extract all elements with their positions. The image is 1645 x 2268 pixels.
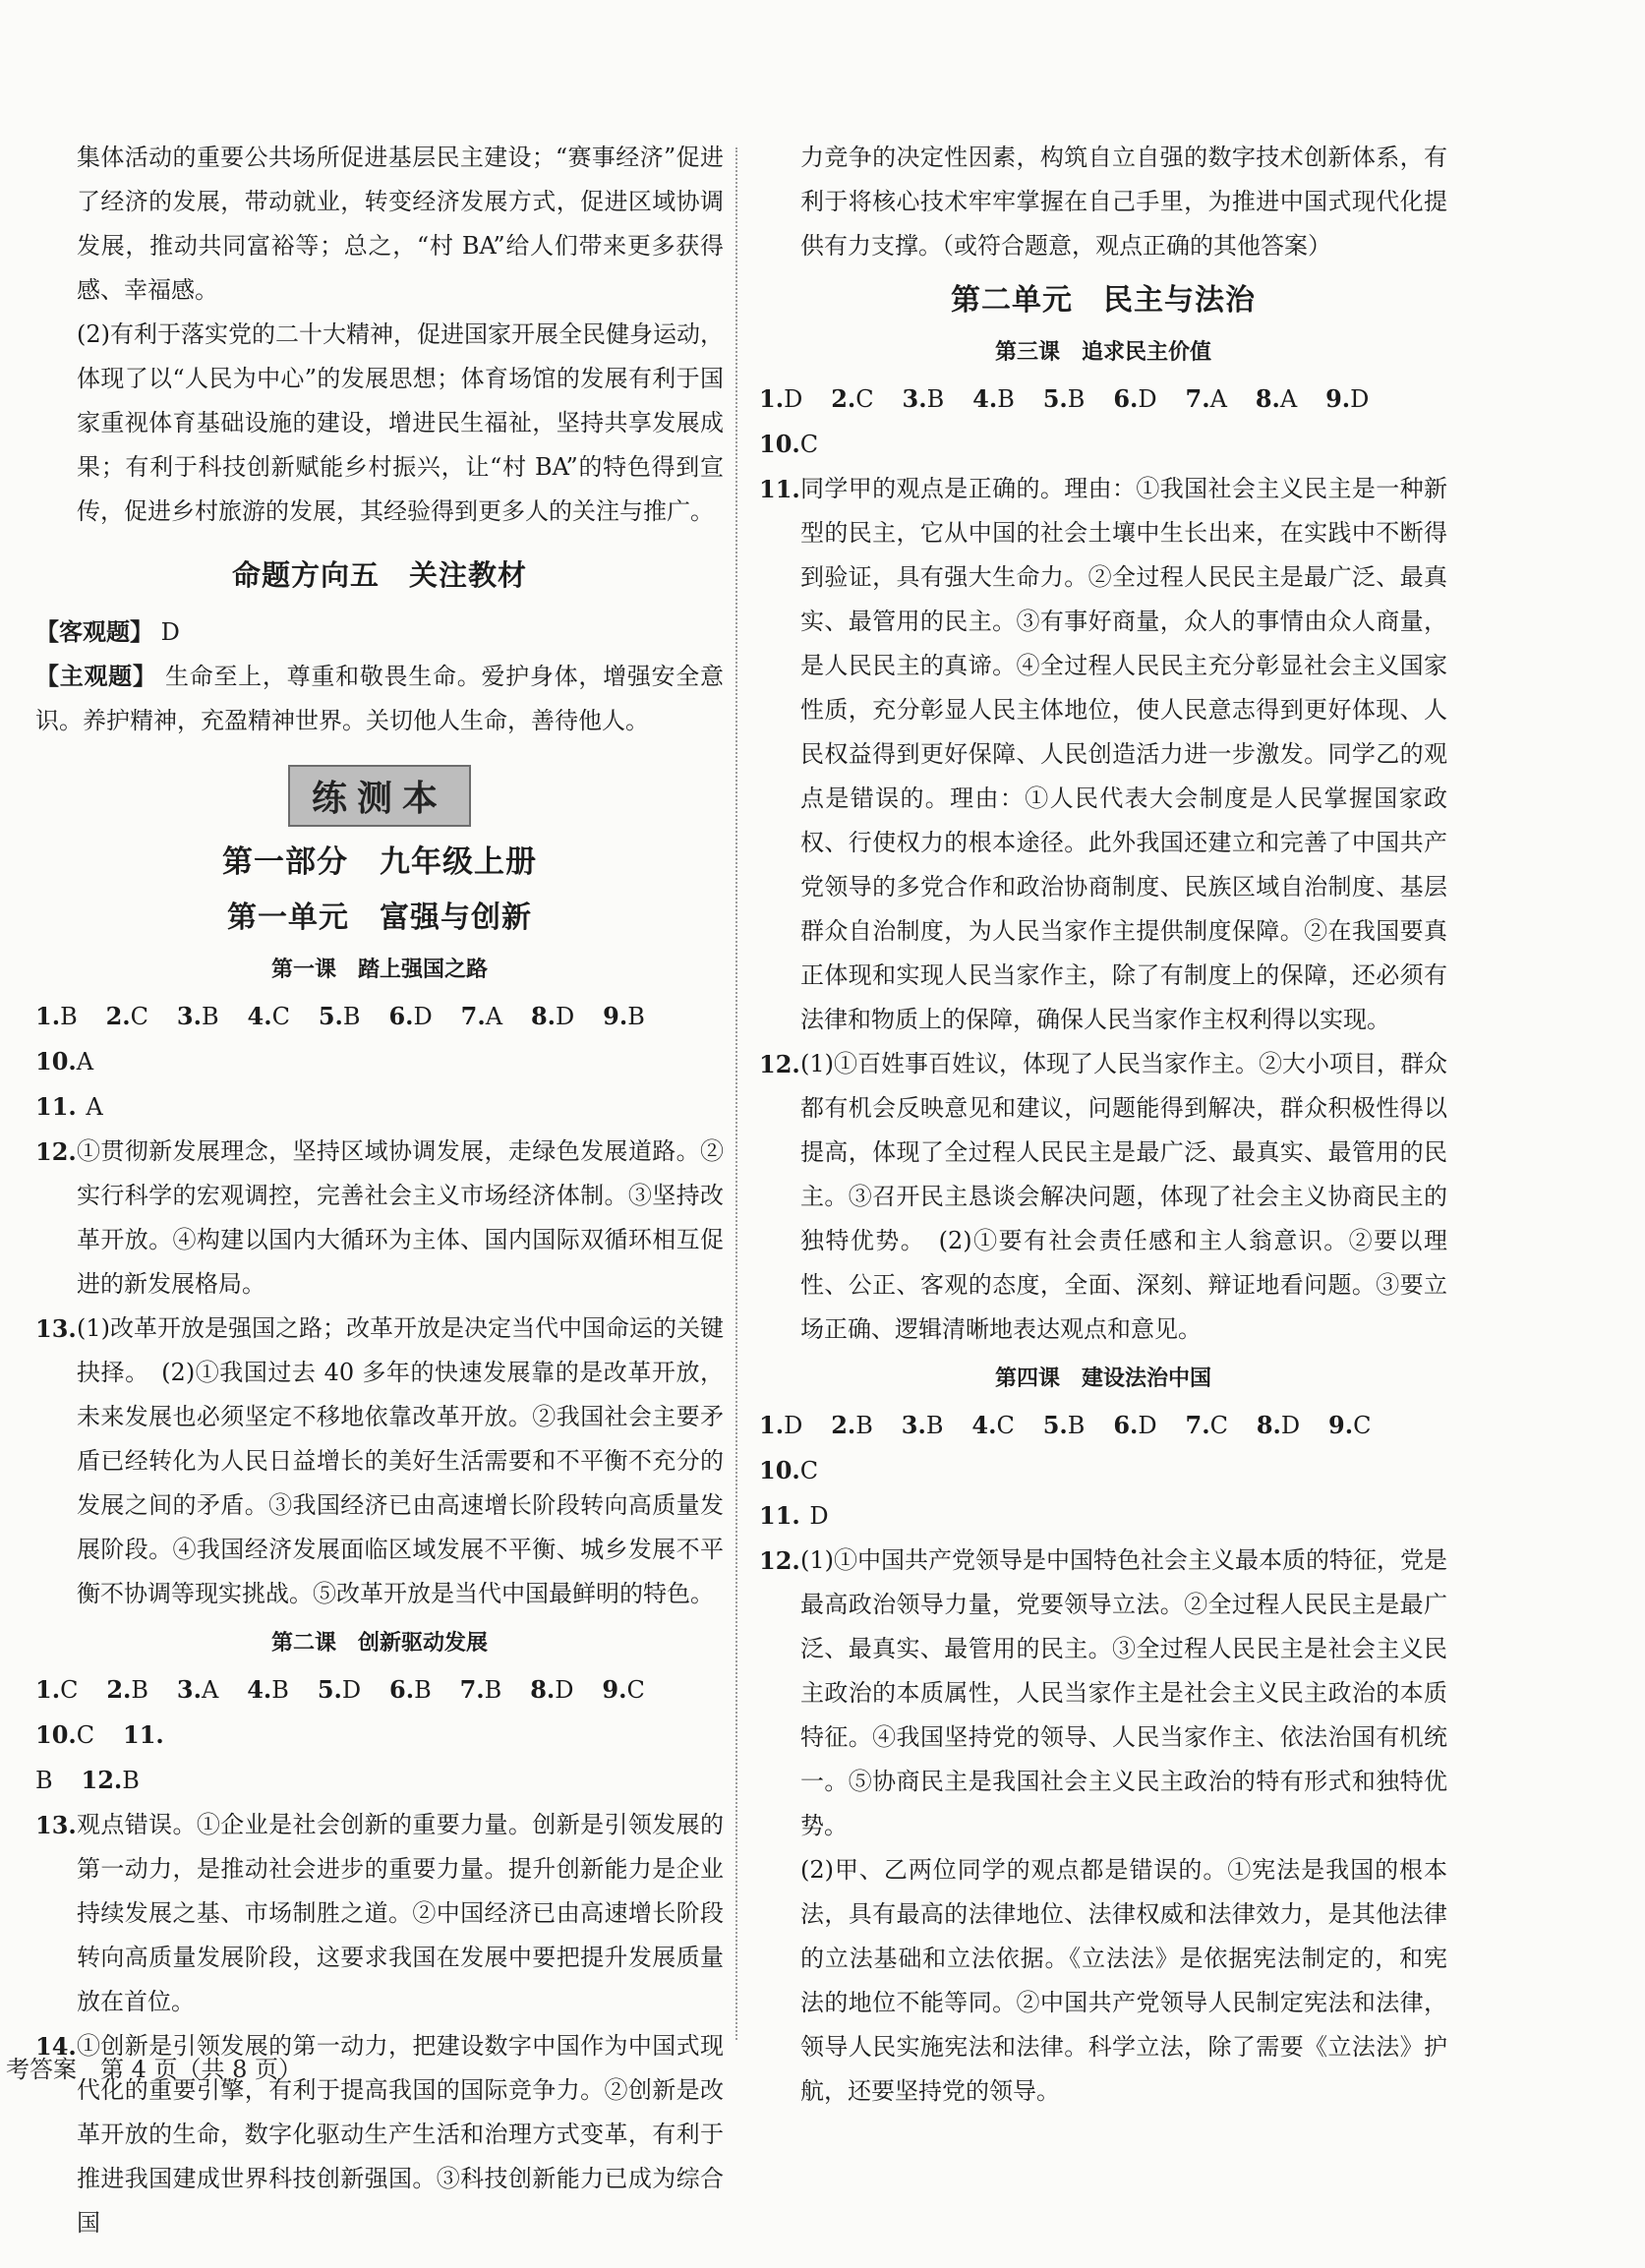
section-heading-direction-5: 命题方向五 关注教材 — [231, 558, 527, 592]
mc-answer: C — [271, 1003, 290, 1030]
mc-num: 9. — [1328, 1411, 1354, 1439]
mc-num: 1. — [759, 384, 785, 413]
mc-answer: D — [555, 1676, 574, 1704]
mc-num: 5. — [1042, 1411, 1068, 1439]
lesson-4-q11 — [759, 1493, 1447, 1539]
mc-num: 5. — [317, 1675, 342, 1704]
mc-answer: D — [1138, 1412, 1157, 1439]
left-column — [35, 136, 724, 2245]
lesson-2-q13 — [35, 1803, 724, 2024]
mc-answer: D — [1350, 385, 1370, 413]
continued-paragraph-right: 力竞争的决定性因素，构筑自立自强的数字技术创新体系，有利于将核心技术牢牢掌握在自己手里，为推进中国式现代化提供有力支撑。（或符合题意，观点正确的其他答案） — [800, 144, 1447, 260]
lesson-1-title: 第一课 踏上强国之路 — [270, 958, 488, 982]
workbook-banner: 练测本 — [288, 765, 471, 827]
mc-num: 10. — [759, 1456, 800, 1484]
lesson-3-title: 第三课 追求民主价值 — [994, 340, 1211, 365]
subjective-tag: 【主观题】 — [35, 663, 157, 690]
mc-answer: D — [556, 1003, 575, 1030]
lesson-3-q12 — [759, 1042, 1447, 1352]
mc-num: 6. — [388, 1002, 414, 1030]
lesson-1-q11 — [35, 1084, 724, 1130]
subjective-answer: 生命至上，尊重和敬畏生命。爱护身体，增强安全意识。养护精神，充盈精神世界。关切他人生命，善待他人。 — [35, 663, 724, 734]
mc-num: 12. — [81, 1766, 123, 1794]
mc-answer: B — [414, 1676, 432, 1704]
mc-num: 1. — [35, 1675, 61, 1704]
mc-num: 2. — [105, 1002, 131, 1030]
mc-answer: B — [997, 385, 1015, 413]
mc-num: 8. — [530, 1002, 556, 1030]
subjective-answer-line — [35, 655, 724, 743]
question-number: 11. — [759, 1501, 800, 1530]
mc-answer: B — [925, 1412, 944, 1439]
mc-answer: B — [926, 385, 945, 413]
column-divider — [735, 147, 737, 2040]
mc-num: 8. — [530, 1675, 556, 1704]
question-answer: (1)①百姓事百姓议，体现了人民当家作主。②大小项目，群众都有机会反映意见和建议，问题能得到解决，群众积极性得以提高，体现了全过程人民民主是最广泛、最真实、最管用的民主。③召开民主恳谈会解决问题，体现了社会主义协商民主的独特优势。 (2)①要有社会责任感和主人翁意识。②要以理性、公正、客观的态度，全面、深刻、辩证地看问题。③要立场正确、逻辑清晰地表达观点和意见。 — [800, 1050, 1447, 1343]
mc-answer: D — [784, 1412, 803, 1439]
banner-wrap — [35, 765, 724, 827]
mc-num: 5. — [1042, 384, 1068, 413]
page-footer: 考答案 第 4 页（共 8 页） — [6, 2056, 303, 2083]
objective-tag: 【客观题】 — [35, 618, 153, 646]
mc-num: 2. — [831, 1411, 856, 1439]
mc-num: 4. — [247, 1002, 272, 1030]
mc-num: 9. — [602, 1675, 627, 1704]
question-answer: (1)①中国共产党领导是中国特色社会主义最本质的特征，党是最高政治领导力量，党要领导立法。②全过程人民民主是最广泛、最真实、最管用的民主。③全过程人民民主是社会主义民主政治的本质属性，人民当家作主是社会主义民主政治的本质特征。④我国坚持党的领导、人民当家作主、依法治国有机统一。⑤协商民主是我国社会主义民主政治的特有形式和独特优势。 — [800, 1546, 1447, 1839]
question-answer: ①贯彻新发展理念，坚持区域协调发展，走绿色发展道路。②实行科学的宏观调控，完善社会主义市场经济体制。③坚持改革开放。④构建以国内大循环为主体、国内国际双循环相互促进的新发展格局。 — [77, 1137, 724, 1298]
mc-answer: A — [485, 1003, 503, 1030]
mc-num: 7. — [459, 1675, 485, 1704]
mc-num: 10. — [35, 1047, 77, 1076]
mc-answer: C — [799, 1457, 819, 1484]
lesson-4-q12 — [759, 1539, 1447, 1848]
question-answer: ①创新是引领发展的第一动力，把建设数字中国作为中国式现代化的重要引擎，有利于提高我国的国际竞争力。②创新是改革开放的生命，数字化驱动生产生活和治理方式变革，有利于推进我国建成世界科技创新强国。③科技创新能力已成为综合国 — [77, 2032, 724, 2237]
lesson-2-multiple-choice-cont — [35, 1758, 724, 1803]
question-answer: A — [86, 1093, 103, 1121]
mc-answer: B — [342, 1003, 361, 1030]
mc-answer: B — [271, 1676, 289, 1704]
mc-answer: B — [855, 1412, 873, 1439]
mc-answer: A — [1209, 385, 1227, 413]
mc-answer: A — [201, 1676, 219, 1704]
question-answer: (1)改革开放是强国之路；改革开放是决定当代中国命运的关键抉择。 (2)①我国过去 40 多年的快速发展靠的是改革开放，未来发展也必须坚定不移地依靠改革开放。②我国社会主要矛盾已经转化为人民日益增长的美好生活需要和不平衡不充分的发展之间的矛盾。③我国经济已由高速增长阶段转向高质量发展阶段。④我国经济发展面临区域发展不平衡、城乡发展不平衡不协调等现实挑战。⑤改革开放是当代中国最鲜明的特色。 — [77, 1314, 724, 1607]
mc-num: 6. — [389, 1675, 415, 1704]
right-column — [759, 136, 1447, 2114]
objective-answer: D — [160, 618, 180, 646]
mc-num: 11. — [123, 1720, 164, 1749]
mc-answer: D — [1138, 385, 1157, 413]
lesson-4-title: 第四课 建设法治中国 — [994, 1367, 1211, 1391]
mc-answer: B — [201, 1003, 219, 1030]
mc-num: 2. — [106, 1675, 132, 1704]
mc-num: 3. — [176, 1675, 202, 1704]
mc-answer: D — [341, 1676, 362, 1704]
mc-num: 2. — [831, 384, 856, 413]
mc-num: 5. — [318, 1002, 343, 1030]
unit-1-title: 第一单元 富强与创新 — [227, 901, 532, 935]
mc-answer: B — [131, 1676, 149, 1704]
mc-answer: C — [626, 1676, 645, 1704]
continued-paragraph-2: (2)有利于落实党的二十大精神，促进国家开展全民健身运动，体现了以“人民为中心”的发展思想；体育场馆的发展有利于国家重视体育基础设施的建设，增进民生福祉，坚持共享发展成果；有利于科技创新赋能乡村振兴，让“村 BA”的特色得到宣传，促进乡村旅游的发展，其经验得到更多人的关注与推广。 — [77, 320, 724, 525]
mc-answer: B — [122, 1767, 140, 1794]
mc-num: 10. — [759, 430, 800, 458]
lesson-1-q12 — [35, 1130, 724, 1307]
mc-answer: C — [76, 1721, 95, 1749]
mc-answer: C — [855, 385, 874, 413]
lesson-2-title: 第二课 创新驱动发展 — [270, 1631, 488, 1656]
mc-answer: D — [1280, 1412, 1301, 1439]
mc-answer: D — [413, 1003, 433, 1030]
question-number: 11. — [759, 475, 800, 503]
mc-num: 1. — [759, 1411, 785, 1439]
mc-answer: C — [1209, 1412, 1228, 1439]
question-number: 13. — [35, 1314, 77, 1343]
mc-answer: C — [996, 1412, 1015, 1439]
question-number: 12. — [759, 1050, 800, 1078]
question-number: 12. — [759, 1546, 800, 1575]
mc-num: 7. — [1185, 1411, 1210, 1439]
mc-answer: B — [627, 1003, 645, 1030]
mc-answer: B — [35, 1767, 53, 1794]
mc-num: 10. — [35, 1720, 77, 1749]
mc-num: 1. — [35, 1002, 61, 1030]
objective-answer-line — [35, 611, 724, 655]
lesson-1-q13 — [35, 1307, 724, 1616]
mc-num: 6. — [1113, 1411, 1139, 1439]
lesson-3-multiple-choice — [759, 377, 1447, 467]
mc-num: 9. — [603, 1002, 628, 1030]
lesson-4-q12-part2: (2)甲、乙两位同学的观点都是错误的。①宪法是我国的根本法，具有最高的法律地位、法律权威和法律效力，是其他法律的立法基础和立法依据。《立法法》是依据宪法制定的，和宪法的地位不能等同。②中国共产党领导人民制定宪法和法律，领导人民实施宪法和法律。科学立法，除了需要《立法法》护航，还要坚持党的领导。 — [800, 1856, 1447, 2105]
mc-num: 4. — [247, 1675, 272, 1704]
question-number: 13. — [35, 1811, 77, 1839]
mc-num: 4. — [972, 384, 998, 413]
mc-answer: B — [60, 1003, 78, 1030]
mc-answer: A — [1279, 385, 1298, 413]
mc-answer: B — [1067, 1412, 1086, 1439]
mc-num: 7. — [460, 1002, 486, 1030]
mc-num: 4. — [971, 1411, 997, 1439]
mc-num: 3. — [176, 1002, 202, 1030]
lesson-1-multiple-choice — [35, 994, 724, 1084]
mc-num: 8. — [1256, 1411, 1281, 1439]
mc-num: 6. — [1113, 384, 1139, 413]
lesson-2-multiple-choice — [35, 1667, 724, 1758]
mc-answer: C — [60, 1676, 79, 1704]
mc-answer: B — [1067, 385, 1086, 413]
mc-num: 9. — [1325, 384, 1351, 413]
unit-2-title: 第二单元 民主与法治 — [951, 283, 1256, 318]
question-answer: 观点错误。①企业是社会创新的重要力量。创新是引领发展的第一动力，是推动社会进步的重要力量。提升创新能力是企业持续发展之基、市场制胜之道。②中国经济已由高速增长阶段转向高质量发展阶段，这要求我国在发展中要把提升发展质量放在首位。 — [77, 1811, 724, 2015]
lesson-4-multiple-choice — [759, 1403, 1447, 1493]
mc-answer: B — [484, 1676, 502, 1704]
question-answer: 同学甲的观点是正确的。理由：①我国社会主义民主是一种新型的民主，它从中国的社会土壤中生长出来，在实践中不断得到验证，具有强大生命力。②全过程人民民主是最广泛、最真实、最管用的民主。③有事好商量，众人的事情由众人商量，是人民民主的真谛。④全过程人民民主充分彰显社会主义国家性质，充分彰显人民主体地位，使人民意志得到更好体现、人民权益得到更好保障、人民创造活力进一步激发。同学乙的观点是错误的。理由：①人民代表大会制度是人民掌握国家政权、行使权力的根本途径。此外我国还建立和完善了中国共产党领导的多党合作和政治协商制度、民族区域自治制度、基层群众自治制度，为人民当家作主提供制度保障。②在我国要真正体现和实现人民当家作主，除了有制度上的保障，还必须有法律和物质上的保障，确保人民当家作主权利得以实现。 — [800, 475, 1447, 1033]
mc-answer: C — [130, 1003, 149, 1030]
mc-num: 7. — [1185, 384, 1210, 413]
question-answer: D — [809, 1502, 829, 1530]
mc-num: 3. — [901, 1411, 926, 1439]
mc-answer: D — [784, 385, 803, 413]
question-number: 12. — [35, 1137, 77, 1166]
mc-answer: C — [1353, 1412, 1372, 1439]
continued-paragraph: 集体活动的重要公共场所促进基层民主建设；“赛事经济”促进了经济的发展，带动就业，转变经济发展方式，促进区域协调发展，推动共同富裕等；总之，“村 BA”给人们带来更多获得感、幸福感。 — [77, 144, 724, 304]
mc-num: 3. — [902, 384, 927, 413]
lesson-3-q11 — [759, 467, 1447, 1042]
question-number: 11. — [35, 1092, 77, 1121]
mc-num: 8. — [1255, 384, 1280, 413]
mc-answer: A — [76, 1048, 94, 1076]
question-number: 14. — [35, 2032, 77, 2061]
part-title: 第一部分 九年级上册 — [222, 844, 537, 880]
mc-answer: C — [799, 431, 819, 458]
